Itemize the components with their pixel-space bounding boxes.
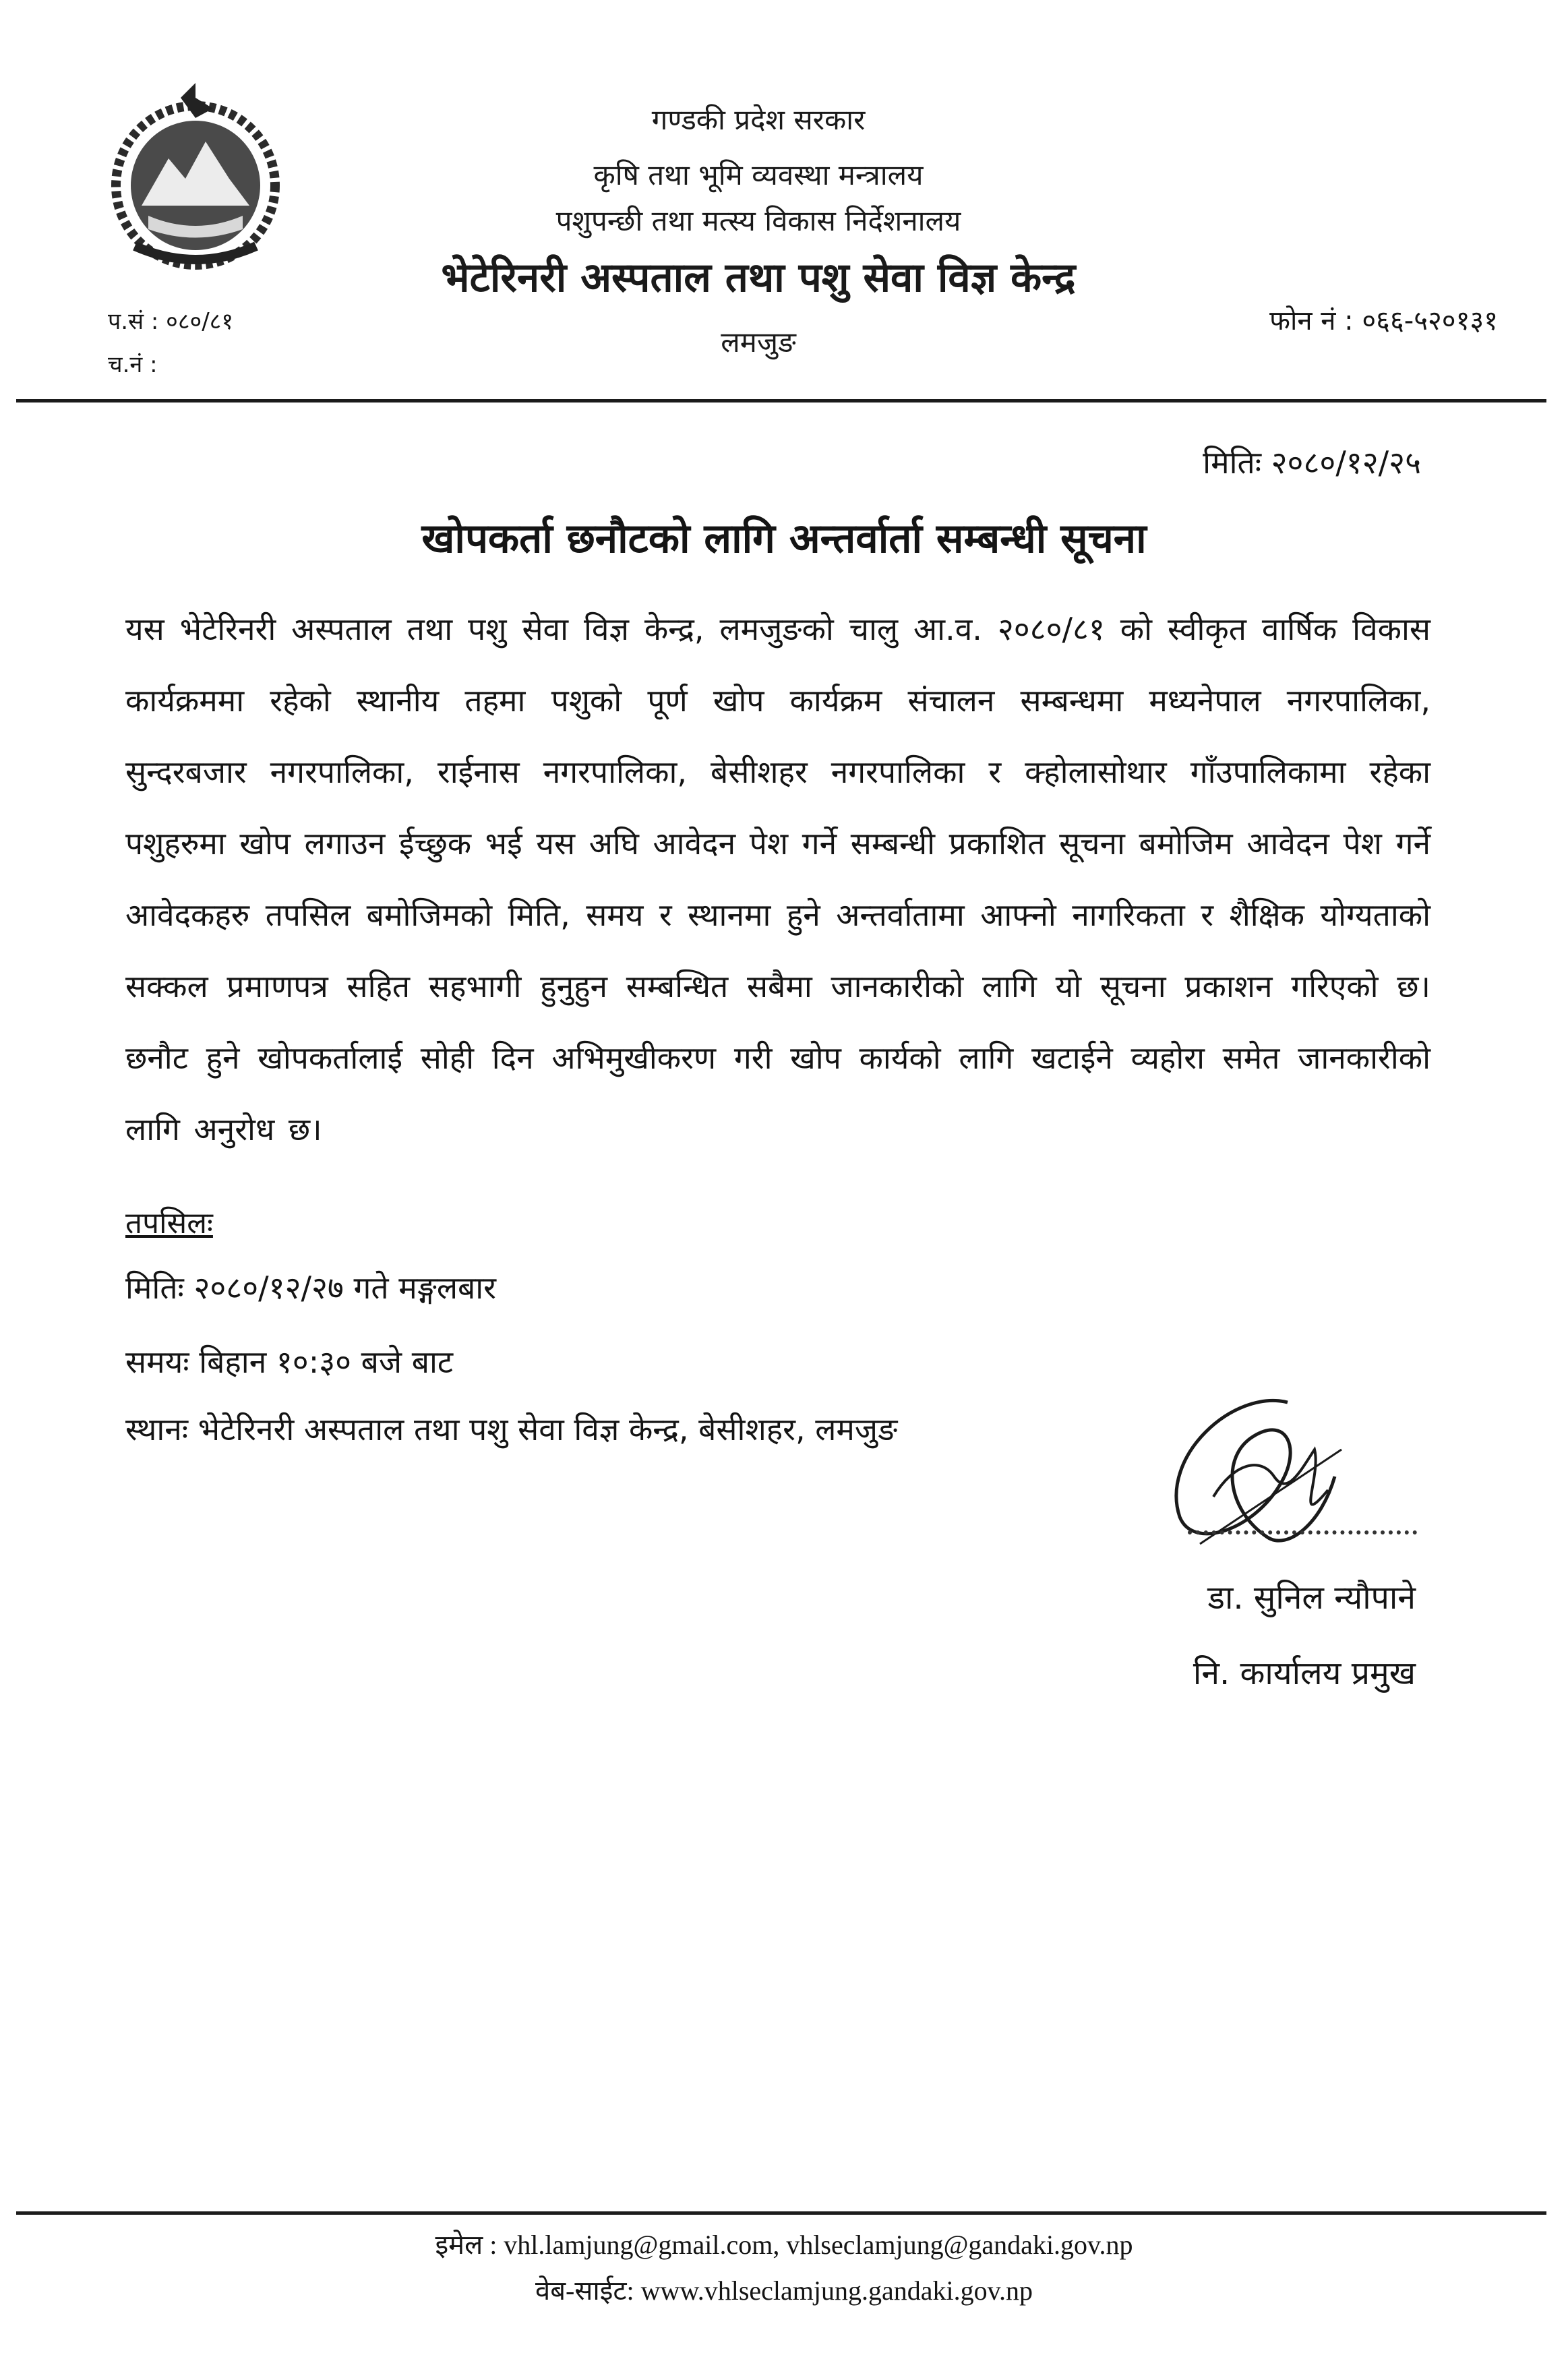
notice-body: यस भेटेरिनरी अस्पताल तथा पशु सेवा विज्ञ केन्द्र, लमजुङको चालु आ.व. २०८०/८१ को स्वीकृत वार्षिक विकास कार्यक्रममा रहेको स्थानीय तहमा पशुको पूर्ण खोप कार्यक्रम संचालन सम्बन्धमा मध्यनेपाल नगरपालिका, सुन्दरबजार नगरपालिका, राईनास नगरपालिका, बेसीशहर नगरपालिका र क्होलासोथार गाँउपालिकामा रहेका पशुहरुमा खोप लगाउन ईच्छुक भई यस अघि आवेदन पेश गर्ने सम्बन्धी प्रकाशित सूचना बमोजिम आवेदन पेश गर्ने आवेदकहरु तपसिल बमोजिमको मिति, समय र स्थानमा हुने अन्तर्वातामा आफ्नो नागरिकता र शैक्षिक योग्यताको सक्कल प्रमाणपत्र सहित सहभागी हुनुहुन सम्बन्धित सबैमा जानकारीको लागि यो सूचना प्रकाशन गरिएको छ। छनौट हुने खोपकर्तालाई सोही दिन अभिमुखीकरण गरी खोप कार्यको लागि खटाईने व्यहोरा समेत जानकारीको लागि अनुरोध छ। (125, 611, 1430, 1147)
footer-email: इमेल : vhl.lamjung@gmail.com, vhlseclamjung@gandaki.gov.np (435, 2230, 1133, 2260)
office-location: लमजुङ (721, 326, 796, 359)
signature-icon (1119, 1375, 1348, 1578)
dispatch-number: च.नं : (108, 351, 158, 378)
header-divider (16, 399, 1546, 402)
interview-time: समयः बिहान १०:३० बजे बाट (125, 1344, 454, 1380)
signature-line (1188, 1530, 1417, 1534)
reference-number: प.सं : ०८०/८१ (108, 308, 234, 335)
ministry-line: कृषि तथा भूमि व्यवस्था मन्त्रालय (593, 158, 924, 191)
details-title: तपसिलः (125, 1206, 213, 1241)
directorate-line: पशुपन्छी तथा मत्स्य विकास निर्देशनालय (555, 204, 961, 237)
province-government-line: गण्डकी प्रदेश सरकार (651, 103, 866, 136)
office-name: भेटेरिनरी अस्पताल तथा पशु सेवा विज्ञ केन्द्र (441, 254, 1076, 301)
signatory-name: डा. सुनिल न्यौपाने (1207, 1579, 1416, 1617)
footer-divider (16, 2211, 1546, 2215)
nepal-government-emblem-icon (94, 78, 297, 280)
footer-website: वेब-साईट: www.vhlseclamjung.gandaki.gov.np (535, 2275, 1033, 2306)
notice-date: मितिः २०८०/१२/२५ (1203, 444, 1421, 481)
interview-place: स्थानः भेटेरिनरी अस्पताल तथा पशु सेवा विज्ञ केन्द्र, बेसीशहर, लमजुङ (125, 1411, 898, 1448)
interview-date: मितिः २०८०/१२/२७ गते मङ्गलबार (125, 1270, 496, 1306)
notice-title: खोपकर्ता छनौटको लागि अन्तर्वार्ता सम्बन्धी सूचना (421, 515, 1147, 562)
phone-number: फोन नं : ०६६-५२०१३१ (1269, 305, 1498, 336)
signatory-title: नि. कार्यालय प्रमुख (1193, 1654, 1416, 1692)
